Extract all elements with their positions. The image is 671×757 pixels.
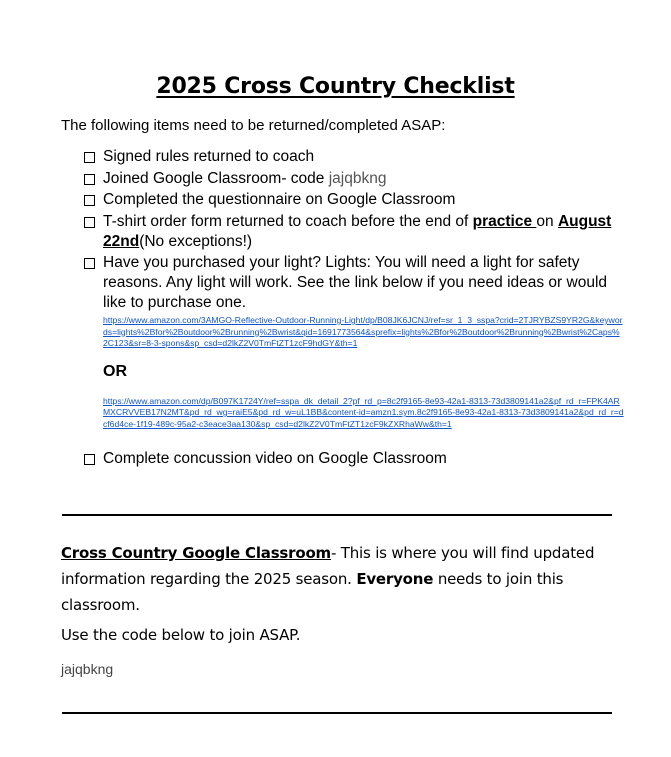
classroom-code-inline: jajqbkng xyxy=(328,169,387,187)
page-title: 2025 Cross Country Checklist xyxy=(156,74,515,99)
use-code-text: Use the code below to join ASAP. xyxy=(61,626,301,644)
light-links xyxy=(103,315,624,430)
checkbox[interactable] xyxy=(84,195,95,206)
checkbox[interactable] xyxy=(84,152,95,163)
list-item xyxy=(84,147,624,167)
checklist-item-text: Signed rules returned to coach xyxy=(103,148,315,165)
intro-text: The following items need to be returned/completed ASAP: xyxy=(61,117,446,134)
list-item xyxy=(84,253,624,313)
practice-emphasis: practice xyxy=(472,212,537,230)
classroom-heading: Cross Country Google Classroom xyxy=(61,544,331,562)
list-item xyxy=(84,212,624,252)
amazon-link-2[interactable]: https://www.amazon.com/dp/B097K1724Y/ref=sspa_dk_detail_2?pf_rd_p=8c2f9165-8e93-42a1-8313-73d3809141a2&pf_rd_r=FPK4ARMXCRVVEB17N2MT&pd_rd_wg=raiE5&pd_rd_w=uL1BB&content-id=amzn1.sym.8c2f9165-8e93-42a1-8313-73d3809141a2&pd_rd_r=dcf6d4ce-1f19-489c-95a2-c3eace3aa130&sp_csd=d2lkZ2V0TmFtZT1zcF9kZXRhaWw&th=1 xyxy=(103,395,624,429)
checklist-item-text xyxy=(103,212,624,252)
classroom-section xyxy=(61,540,616,618)
classroom-text-2: needs to join this classroom. xyxy=(61,570,564,614)
checklist-item-text: Have you purchased your light? Lights: You will need a light for safety reasons. Any light will work. See the link below if you need ideas or would like to purchase one. xyxy=(103,254,608,311)
list-item xyxy=(84,169,624,189)
checklist-item-text: Complete concussion video on Google Classroom xyxy=(103,450,447,467)
list-item xyxy=(84,190,624,210)
checkbox[interactable] xyxy=(84,454,95,465)
amazon-link-1[interactable]: https://www.amazon.com/3AMGO-Reflective-Outdoor-Running-Light/dp/B08JK6JCNJ/ref=sr_1_3_sspa?crid=2TJRYBZS9YR2G&keywords=lights%2Bfor%2Boutdoor%2Brunning%2Bwrist&qid=1691773564&sprefix=lights%2Bfor%2Boutdoor%2Brunning%2Bwrist%2Caps%2C123&sr=8-3-spons&sp_csd=d2lkZ2V0TmFtZT1zcF9hdGY&th=1 xyxy=(103,315,623,348)
deadline-date: August 22nd xyxy=(103,212,612,250)
checkbox[interactable] xyxy=(84,258,95,269)
divider xyxy=(62,514,612,516)
item-suffix: (No exceptions!) xyxy=(139,232,253,250)
item-prefix: Joined Google Classroom- code xyxy=(103,169,329,187)
checkbox[interactable] xyxy=(84,174,95,185)
checkbox[interactable] xyxy=(84,217,95,228)
list-item xyxy=(84,449,624,469)
checklist-item-text xyxy=(103,169,624,189)
everyone-emphasis: Everyone xyxy=(356,570,434,588)
classroom-code: jajqbkng xyxy=(61,661,114,677)
checklist xyxy=(84,147,624,471)
classroom-text-1: - This is where you will find updated information regarding the 2025 season. xyxy=(61,544,595,588)
or-label: OR xyxy=(103,362,127,380)
item-mid: on xyxy=(536,212,558,230)
divider xyxy=(62,712,612,714)
checklist-item-text: Completed the questionnaire on Google Classroom xyxy=(103,191,456,208)
item-prefix: T-shirt order form returned to coach before the end of xyxy=(103,212,473,230)
